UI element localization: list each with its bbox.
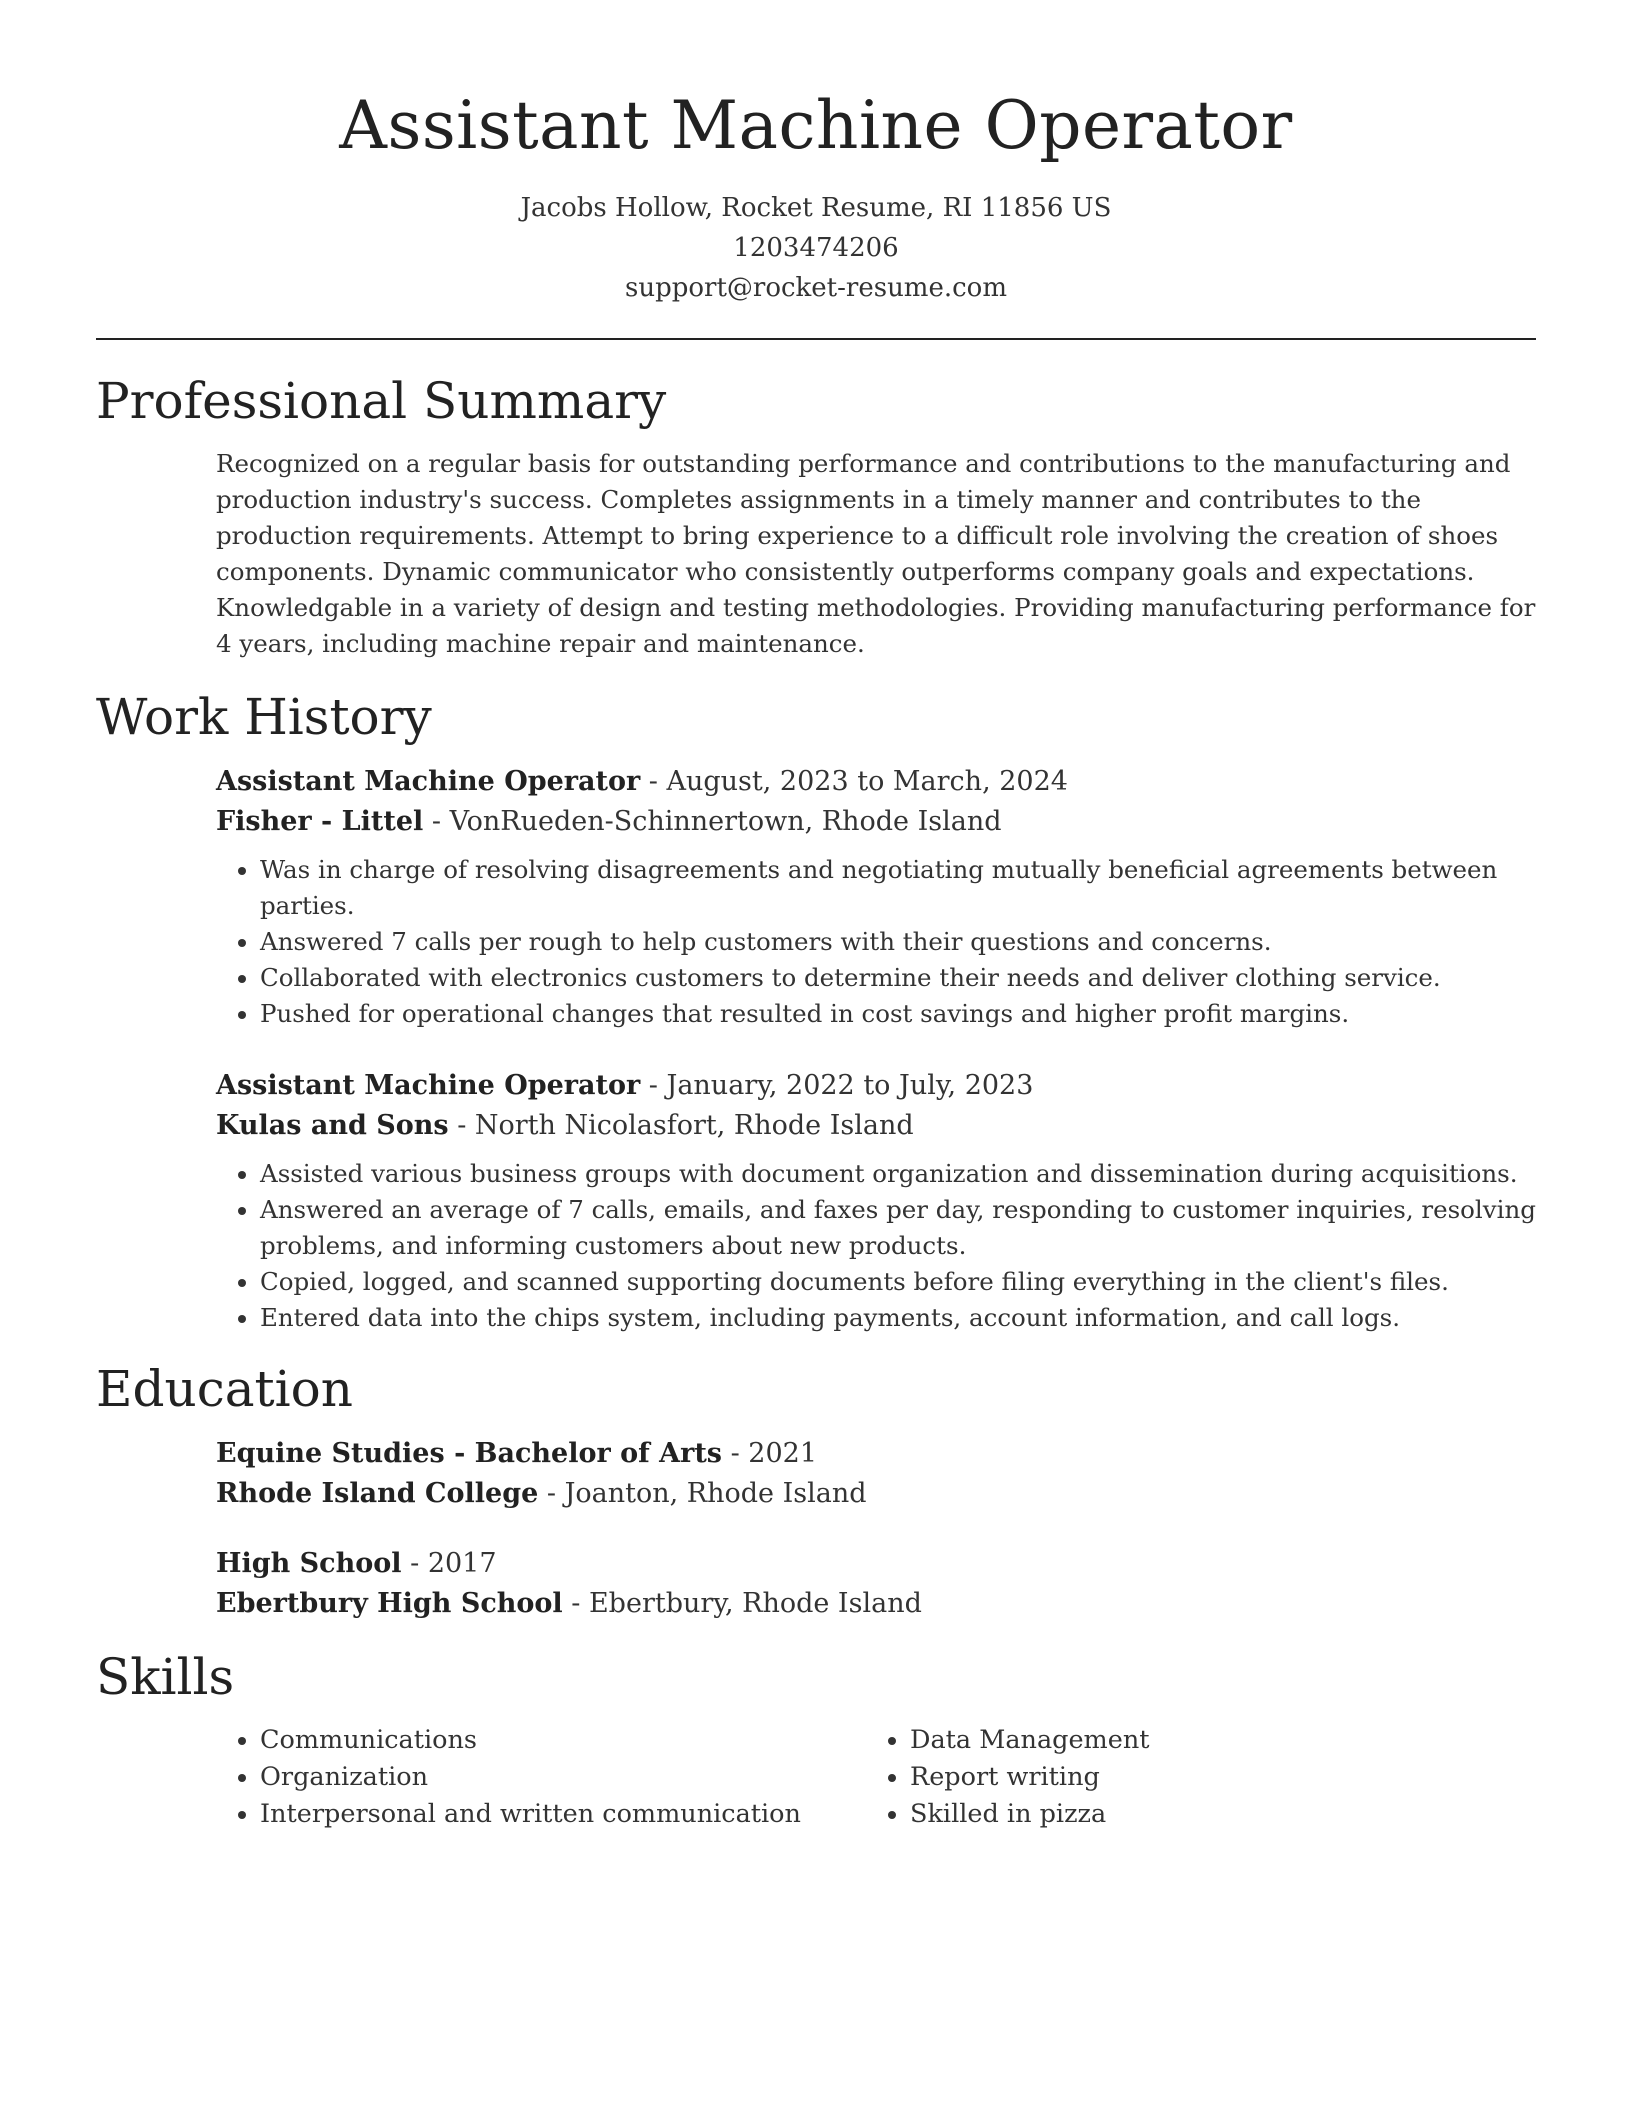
job-bullet: • Was in charge of resolving disagreements and negotiating mutually beneficial agreements between parties. — [260, 852, 1536, 924]
education-year: - 2017 — [401, 1548, 497, 1579]
job-company: Fisher - Littel — [216, 806, 424, 837]
job-title-line — [216, 1066, 1536, 1106]
summary-body — [216, 446, 1536, 662]
contact-address: Jacobs Hollow, Rocket Resume, RI 11856 US — [520, 193, 1112, 223]
skills-body — [216, 1722, 1536, 1833]
education-location: - Ebertbury, Rhode Island — [562, 1588, 922, 1619]
skills-column-right — [866, 1722, 1516, 1833]
skill-item: • Organization — [260, 1759, 866, 1796]
skill-item: • Interpersonal and written communication — [260, 1796, 866, 1833]
education-year: - 2021 — [722, 1438, 818, 1469]
job-bullets — [216, 1156, 1536, 1336]
education-school: Ebertbury High School — [216, 1588, 563, 1619]
education-section — [96, 1358, 1536, 1624]
skills-column-left — [216, 1722, 866, 1833]
job-bullet: • Entered data into the chips system, including payments, account information, and call logs. — [260, 1300, 1536, 1336]
skill-item: • Communications — [260, 1722, 866, 1759]
education-body — [216, 1434, 1536, 1624]
resume-header — [96, 0, 1536, 308]
education-entry — [216, 1434, 1536, 1514]
job-company-line — [216, 802, 1536, 842]
skills-section — [96, 1646, 1536, 1833]
job-location: - VonRueden-Schinnertown, Rhode Island — [423, 806, 1002, 837]
skill-item: • Data Management — [910, 1722, 1516, 1759]
job-location: - North Nicolasfort, Rhode Island — [448, 1110, 914, 1141]
work-title: Work History — [96, 688, 432, 746]
resume-name: Assistant Machine Operator — [339, 87, 1293, 164]
job-bullet: • Collaborated with electronics customers to determine their needs and deliver clothing service. — [260, 960, 1536, 996]
skill-item: • Skilled in pizza — [910, 1796, 1516, 1833]
job-role: Assistant Machine Operator — [216, 1070, 641, 1101]
job-entry — [216, 1066, 1536, 1336]
contact-block — [96, 188, 1536, 308]
work-body — [216, 762, 1536, 1336]
job-bullet: • Answered 7 calls per rough to help customers with their questions and concerns. — [260, 924, 1536, 960]
education-location: - Joanton, Rhode Island — [538, 1478, 867, 1509]
skill-item: • Report writing — [910, 1759, 1516, 1796]
education-degree-line — [216, 1434, 1536, 1474]
education-degree-line — [216, 1544, 1536, 1584]
job-bullet: • Assisted various business groups with document organization and dissemination during acquisitions. — [260, 1156, 1536, 1192]
job-bullet: • Pushed for operational changes that resulted in cost savings and higher profit margins. — [260, 996, 1536, 1032]
job-bullet: • Answered an average of 7 calls, emails, and faxes per day, responding to customer inquiries, resolving problems, and informing customers about new products. — [260, 1192, 1536, 1264]
job-bullets — [216, 852, 1536, 1032]
job-title-line — [216, 762, 1536, 802]
education-school-line — [216, 1584, 1536, 1624]
education-title: Education — [96, 1360, 353, 1418]
summary-section — [96, 370, 1536, 662]
job-company-line — [216, 1106, 1536, 1146]
job-company: Kulas and Sons — [216, 1110, 449, 1141]
education-school: Rhode Island College — [216, 1478, 539, 1509]
education-degree: High School — [216, 1548, 402, 1579]
contact-phone: 1203474206 — [733, 233, 899, 263]
job-dates: - August, 2023 to March, 2024 — [640, 766, 1068, 797]
contact-email: support@rocket-resume.com — [624, 273, 1007, 303]
job-role: Assistant Machine Operator — [216, 766, 641, 797]
education-degree: Equine Studies - Bachelor of Arts — [216, 1438, 722, 1469]
education-entry — [216, 1544, 1536, 1624]
skills-title: Skills — [96, 1648, 235, 1706]
header-divider — [96, 338, 1536, 340]
work-section — [96, 686, 1536, 1336]
job-bullet: • Copied, logged, and scanned supporting documents before filing everything in the client's files. — [260, 1264, 1536, 1300]
job-entry — [216, 762, 1536, 1032]
education-school-line — [216, 1474, 1536, 1514]
summary-text: Recognized on a regular basis for outstanding performance and contributions to the manufacturing and production industry's success. Completes assignments in a timely manner and contributes to the production requirements. Attempt to bring experience to a difficult role involving the creation of shoes components. Dynamic communicator who consistently outperforms company goals and expectations. Knowledgable in a variety of design and testing methodologies. Providing manufacturing performance for 4 years, including machine repair and maintenance. — [216, 449, 1536, 658]
job-dates: - January, 2022 to July, 2023 — [640, 1070, 1034, 1101]
summary-title: Professional Summary — [96, 372, 667, 430]
